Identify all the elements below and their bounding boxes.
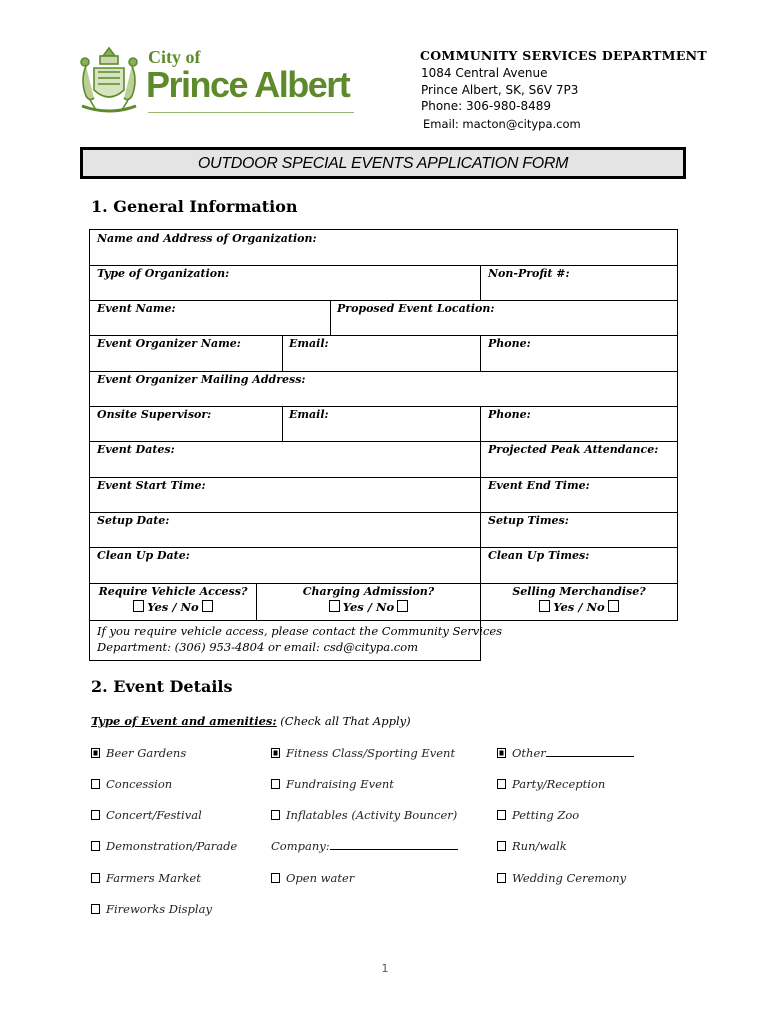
setup-times-field[interactable] (480, 512, 678, 548)
vehicle-access-note (89, 620, 503, 661)
event-dates-field[interactable] (89, 441, 481, 478)
petting-zoo-label: Petting Zoo (512, 808, 580, 822)
run-walk-label: Run/walk (512, 839, 567, 853)
other-checkbox[interactable] (497, 748, 506, 758)
address-line-1: 1084 Central Avenue (421, 66, 548, 80)
wedding-ceremony-checkbox[interactable] (497, 873, 506, 883)
vehicle-note-line-2: Department: (306) 953-4804 or email: csd@citypa.com (97, 640, 419, 654)
form-title: OUTDOOR SPECIAL EVENTS APPLICATION FORM (197, 155, 569, 172)
org-name-address-label: Name and Address of Organization: (97, 232, 317, 245)
vehicle-access-yes-checkbox[interactable] (133, 600, 144, 612)
event-type-label: Type of Event and amenities: (91, 714, 277, 728)
city-logo (76, 44, 356, 120)
org-type-field[interactable] (89, 265, 481, 301)
peak-attendance-label: Projected Peak Attendance: (488, 443, 659, 456)
run-walk-checkbox[interactable] (497, 841, 506, 851)
selling-merchandise-yes-label: Yes (553, 600, 575, 614)
other-blank-line[interactable] (546, 746, 634, 757)
organizer-email-label: Email: (289, 337, 329, 350)
end-time-label: Event End Time: (488, 479, 590, 492)
other-label: Other (512, 746, 546, 760)
logo-city-text: City of (148, 47, 201, 67)
charging-admission-no-label: No (376, 600, 395, 614)
vehicle-access-question (89, 583, 257, 621)
fitness-class-label: Fitness Class/Sporting Event (286, 746, 456, 760)
cleanup-times-label: Clean Up Times: (488, 549, 590, 562)
open-water-label: Open water (286, 871, 355, 885)
option-inflatables[interactable] (271, 808, 457, 822)
option-beer-gardens[interactable] (91, 746, 186, 760)
option-open-water[interactable] (271, 871, 354, 885)
peak-attendance-field[interactable] (480, 441, 678, 478)
vehicle-access-no-checkbox[interactable] (202, 600, 213, 612)
start-time-field[interactable] (89, 477, 481, 513)
option-fitness-class[interactable] (271, 746, 455, 760)
option-concession[interactable] (91, 777, 172, 791)
concession-checkbox[interactable] (91, 779, 100, 789)
event-name-label: Event Name: (97, 302, 176, 315)
event-dates-label: Event Dates: (97, 443, 175, 456)
non-profit-field[interactable] (480, 265, 678, 301)
beer-gardens-checkbox[interactable] (91, 748, 100, 758)
fundraising-event-checkbox[interactable] (271, 779, 280, 789)
supervisor-phone-label: Phone: (488, 408, 531, 421)
address-line-2: Prince Albert, SK, S6V 7P3 (421, 83, 579, 97)
phone-line: Phone: 306-980-8489 (421, 99, 552, 113)
charging-admission-options: Yes / No (257, 600, 480, 614)
wedding-ceremony-label: Wedding Ceremony (512, 871, 627, 885)
option-other[interactable] (497, 746, 634, 760)
organizer-mailing-field[interactable] (89, 371, 678, 407)
charging-admission-yes-label: Yes (342, 600, 364, 614)
event-name-field[interactable] (89, 300, 331, 336)
coat-of-arms-icon (76, 44, 142, 120)
section-1-heading: 1. General Information (91, 197, 298, 216)
event-type-instruction (91, 714, 411, 728)
supervisor-phone-field[interactable] (480, 406, 678, 442)
inflatables-label: Inflatables (Activity Bouncer) (286, 808, 458, 822)
option-party-reception[interactable] (497, 777, 605, 791)
vehicle-access-label: Require Vehicle Access? (98, 585, 248, 598)
option-wedding-ceremony[interactable] (497, 871, 626, 885)
party-reception-label: Party/Reception (512, 777, 606, 791)
vehicle-access-options: Yes / No (90, 600, 256, 614)
demonstration-parade-label: Demonstration/Parade (106, 839, 238, 853)
concession-label: Concession (106, 777, 173, 791)
option-fireworks-display[interactable] (91, 902, 212, 916)
supervisor-email-label: Email: (289, 408, 329, 421)
email-line: Email: macton@citypa.com (423, 117, 581, 131)
org-name-address-field[interactable] (89, 229, 678, 266)
form-title-banner (80, 147, 686, 179)
selling-merchandise-no-label: No (586, 600, 605, 614)
option-demonstration-parade[interactable] (91, 839, 237, 853)
start-time-label: Event Start Time: (97, 479, 206, 492)
selling-merchandise-yes-checkbox[interactable] (539, 600, 550, 612)
organizer-phone-label: Phone: (488, 337, 531, 350)
company-field[interactable] (271, 839, 458, 853)
charging-admission-yes-checkbox[interactable] (329, 600, 340, 612)
selling-merchandise-no-checkbox[interactable] (608, 600, 619, 612)
proposed-location-field[interactable] (330, 300, 678, 336)
organizer-phone-field[interactable] (480, 335, 678, 372)
selling-merchandise-options: Yes / No (481, 600, 677, 614)
inflatables-checkbox[interactable] (271, 810, 280, 820)
fireworks-display-label: Fireworks Display (106, 902, 212, 916)
fitness-class-checkbox[interactable] (271, 748, 280, 758)
fireworks-display-checkbox[interactable] (91, 904, 100, 914)
charging-admission-question (256, 583, 481, 621)
company-blank-line[interactable] (330, 839, 458, 850)
option-farmers-market[interactable] (91, 871, 201, 885)
setup-date-field[interactable] (89, 512, 481, 548)
concert-festival-checkbox[interactable] (91, 810, 100, 820)
onsite-supervisor-field[interactable] (89, 406, 283, 442)
section-2-heading: 2. Event Details (91, 677, 233, 696)
end-time-field[interactable] (480, 477, 678, 513)
logo-rule (148, 112, 354, 113)
selling-merchandise-question (480, 583, 678, 621)
cleanup-date-label: Clean Up Date: (97, 549, 190, 562)
organizer-email-field[interactable] (282, 335, 481, 372)
non-profit-label: Non-Profit #: (488, 267, 570, 280)
event-type-hint: (Check all That Apply) (276, 714, 411, 728)
charging-admission-no-checkbox[interactable] (397, 600, 408, 612)
option-run-walk[interactable] (497, 839, 567, 853)
vehicle-note-line-1: If you require vehicle access, please contact the Community Services (97, 624, 503, 638)
organizer-mailing-label: Event Organizer Mailing Address: (97, 373, 306, 386)
vehicle-access-yes-label: Yes (147, 600, 169, 614)
proposed-location-label: Proposed Event Location: (337, 302, 495, 315)
department-name: COMMUNITY SERVICES DEPARTMENT (420, 48, 707, 63)
company-label: Company: (271, 839, 330, 853)
fundraising-event-label: Fundraising Event (286, 777, 394, 791)
cleanup-date-field[interactable] (89, 547, 481, 584)
option-concert-festival[interactable] (91, 808, 202, 822)
open-water-checkbox[interactable] (271, 873, 280, 883)
farmers-market-label: Farmers Market (106, 871, 201, 885)
page-number: 1 (381, 962, 389, 975)
organizer-name-label: Event Organizer Name: (97, 337, 241, 350)
party-reception-checkbox[interactable] (497, 779, 506, 789)
beer-gardens-label: Beer Gardens (106, 746, 187, 760)
org-type-label: Type of Organization: (97, 267, 230, 280)
selling-merchandise-label: Selling Merchandise? (512, 585, 646, 598)
option-fundraising-event[interactable] (271, 777, 394, 791)
setup-times-label: Setup Times: (488, 514, 569, 527)
option-petting-zoo[interactable] (497, 808, 579, 822)
farmers-market-checkbox[interactable] (91, 873, 100, 883)
concert-festival-label: Concert/Festival (106, 808, 202, 822)
demonstration-parade-checkbox[interactable] (91, 841, 100, 851)
supervisor-email-field[interactable] (282, 406, 481, 442)
petting-zoo-checkbox[interactable] (497, 810, 506, 820)
onsite-supervisor-label: Onsite Supervisor: (97, 408, 212, 421)
organizer-name-field[interactable] (89, 335, 283, 372)
cleanup-times-field[interactable] (480, 547, 678, 584)
setup-date-label: Setup Date: (97, 514, 170, 527)
logo-name-text: Prince Albert (146, 64, 350, 105)
vehicle-access-no-label: No (180, 600, 199, 614)
charging-admission-label: Charging Admission? (302, 585, 435, 598)
